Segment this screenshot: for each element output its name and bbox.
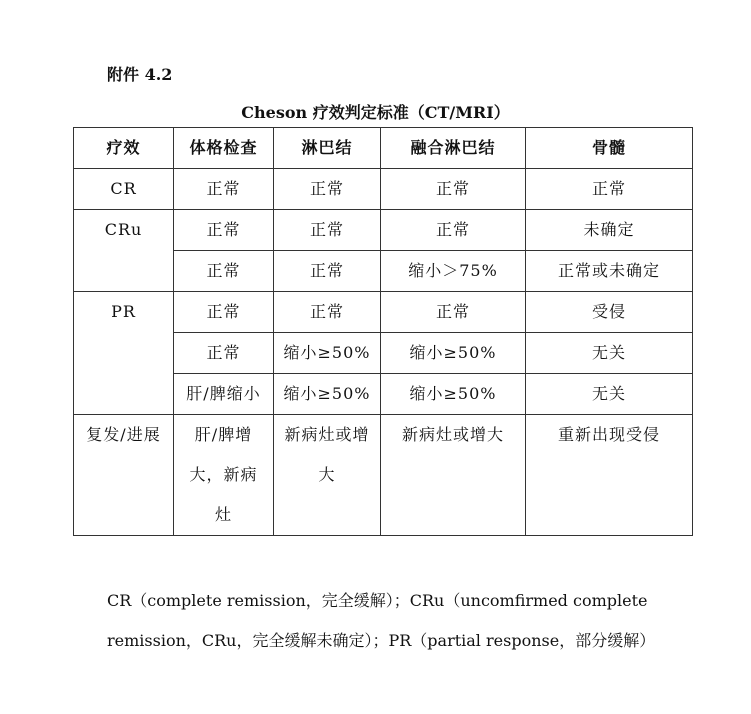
table-cell: 无关 [526,333,693,374]
table-cell: 缩小≥50% [274,333,381,374]
header-coalescent-nodes: 融合淋巴结 [381,128,526,169]
table-cell: 正常 [274,210,381,251]
group-label-cru: CRu [74,210,174,292]
table-row [74,415,693,536]
table-cell: 正常 [381,169,526,210]
table-cell: 肝/脾缩小 [174,374,274,415]
table-cell: 正常 [174,169,274,210]
table-cell: 缩小≥50% [274,374,381,415]
table-cell: 受侵 [526,292,693,333]
table-cell: 正常 [274,292,381,333]
table-cell: 正常 [526,169,693,210]
table-cell: 缩小≥50% [381,333,526,374]
response-criteria-table [73,127,693,536]
table-row [74,210,693,251]
table-cell: 缩小＞75% [381,251,526,292]
group-label-progression: 复发/进展 [74,415,174,536]
table-cell: 正常 [174,292,274,333]
group-label-cr: CR [74,169,174,210]
table-cell: 正常 [174,251,274,292]
table-cell: 新病灶或增大 [274,415,381,536]
table-cell: 正常 [174,333,274,374]
table-cell: 缩小≥50% [381,374,526,415]
appendix-label: 附件 4.2 [107,65,173,84]
group-label-pr: PR [74,292,174,415]
table-cell: 正常 [274,169,381,210]
table-cell: 重新出现受侵 [526,415,693,536]
header-response: 疗效 [74,128,174,169]
table-row [74,292,693,333]
table-cell: 无关 [526,374,693,415]
table-cell: 新病灶或增大 [381,415,526,536]
table-cell: 正常 [381,292,526,333]
table-title: Cheson 疗效判定标准（CT/MRI） [241,103,510,122]
abbreviation-note: CR（complete remission，完全缓解）；CRu（uncomfirmed complete remission，CRu，完全缓解未确定）；PR（partial response，部分缓解） [107,591,656,650]
header-physical-exam: 体格检查 [174,128,274,169]
table-cell: 正常 [381,210,526,251]
header-lymph-nodes: 淋巴结 [274,128,381,169]
table-cell: 正常 [274,251,381,292]
header-row [74,128,693,169]
table-row [74,169,693,210]
header-bone-marrow: 骨髓 [526,128,693,169]
table-cell: 肝/脾增大，新病灶 [174,415,274,536]
table-cell: 正常 [174,210,274,251]
table-cell: 未确定 [526,210,693,251]
table-cell: 正常或未确定 [526,251,693,292]
